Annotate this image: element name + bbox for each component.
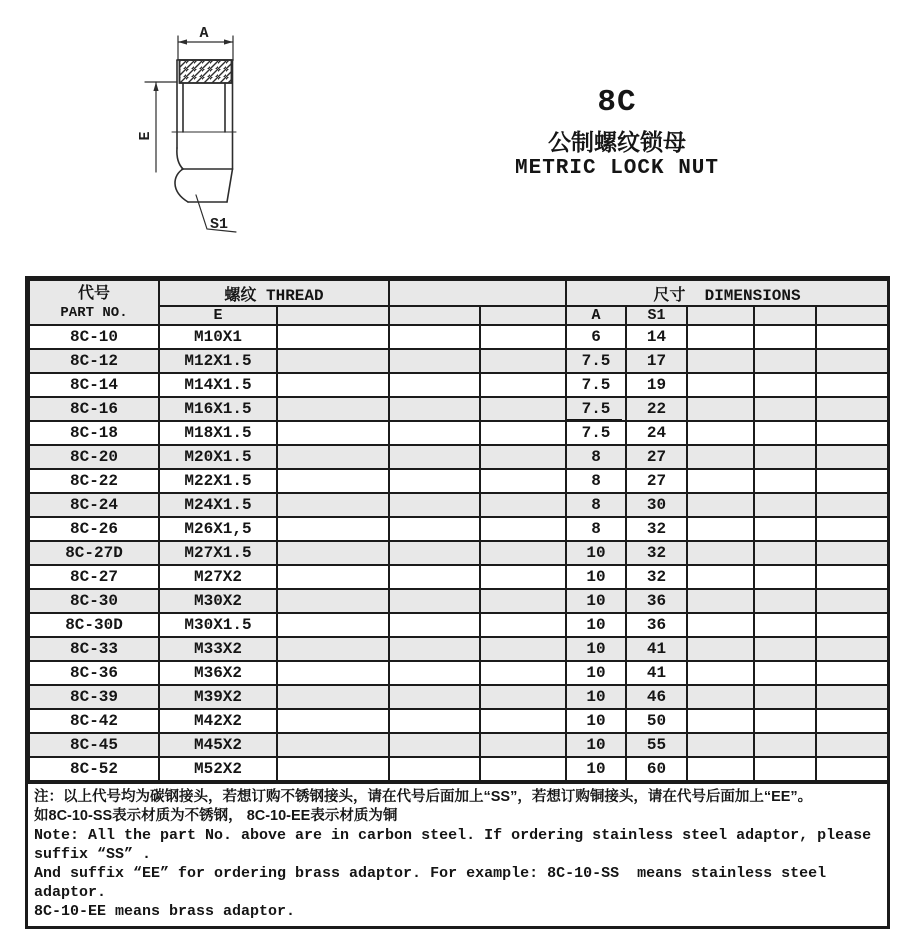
empty-cell <box>389 469 480 493</box>
empty-cell <box>480 325 566 349</box>
empty-cell <box>816 397 888 421</box>
table-row <box>29 445 888 469</box>
product-title-cn: 公制螺纹锁母 <box>548 129 686 155</box>
col-subheader-blank <box>754 306 816 325</box>
underlined-value: 7.5 <box>581 400 611 418</box>
col-header-thread: 螺纹 THREAD <box>159 280 389 306</box>
part-no-cell: 8C-12 <box>29 349 159 373</box>
empty-cell <box>687 733 754 757</box>
table-row <box>29 493 888 517</box>
empty-cell <box>389 685 480 709</box>
part-no-cell: 8C-42 <box>29 709 159 733</box>
empty-cell <box>277 541 389 565</box>
lower-left-outline <box>175 169 188 202</box>
product-title-en: METRIC LOCK NUT <box>514 157 720 180</box>
empty-cell <box>277 733 389 757</box>
empty-cell <box>277 325 389 349</box>
table-row <box>29 637 888 661</box>
dim-s1-cell: 36 <box>626 613 687 637</box>
empty-cell <box>277 445 389 469</box>
col-subheader-s1: S1 <box>626 306 687 325</box>
empty-cell <box>816 733 888 757</box>
note-line-cn-2: 如8C-10-SS表示材质为不锈钢， 8C-10-EE表示材质为铜 <box>34 808 398 824</box>
empty-cell <box>277 757 389 781</box>
table-row <box>29 661 888 685</box>
table-body <box>29 325 888 781</box>
note-line-en-1: Note: All the part No. above are in carbon steel. If ordering stainless steel adaptor, please suffix “SS” . <box>34 827 881 863</box>
dimension-label-s1: S1 <box>210 216 229 233</box>
thread-e-cell: M52X2 <box>159 757 277 781</box>
empty-cell <box>754 637 816 661</box>
empty-cell <box>389 709 480 733</box>
dim-a-cell: 7.5 <box>566 349 626 373</box>
table-row <box>29 421 888 445</box>
empty-cell <box>389 421 480 445</box>
dim-s1-cell: 50 <box>626 709 687 733</box>
thread-e-cell: M36X2 <box>159 661 277 685</box>
empty-cell <box>687 637 754 661</box>
empty-cell <box>754 565 816 589</box>
dim-s1-cell: 14 <box>626 325 687 349</box>
table-row <box>29 613 888 637</box>
empty-cell <box>754 373 816 397</box>
table-row <box>29 469 888 493</box>
empty-cell <box>389 445 480 469</box>
col-subheader-blank <box>389 306 480 325</box>
part-no-cell: 8C-27 <box>29 565 159 589</box>
part-no-cell: 8C-24 <box>29 493 159 517</box>
thread-hatch-band <box>180 60 232 83</box>
empty-cell <box>754 517 816 541</box>
empty-cell <box>389 349 480 373</box>
empty-cell <box>754 685 816 709</box>
empty-cell <box>687 469 754 493</box>
note-box <box>28 782 887 926</box>
part-no-cell: 8C-27D <box>29 541 159 565</box>
thread-e-cell: M39X2 <box>159 685 277 709</box>
thread-e-cell: M42X2 <box>159 709 277 733</box>
empty-cell <box>480 685 566 709</box>
table-row <box>29 349 888 373</box>
empty-cell <box>277 589 389 613</box>
empty-cell <box>754 493 816 517</box>
empty-cell <box>277 493 389 517</box>
empty-cell <box>687 325 754 349</box>
dim-a-cell: 7.5 <box>566 421 626 445</box>
empty-cell <box>480 613 566 637</box>
empty-cell <box>480 493 566 517</box>
table-row <box>29 325 888 349</box>
dim-s1-cell: 27 <box>626 445 687 469</box>
col-header-part-no-cn: 代号 <box>77 284 110 302</box>
dimension-label-a: A <box>199 25 209 42</box>
thread-e-cell: M24X1.5 <box>159 493 277 517</box>
dim-s1-cell: 32 <box>626 541 687 565</box>
part-no-cell: 8C-33 <box>29 637 159 661</box>
empty-cell <box>816 349 888 373</box>
dim-s1-cell: 17 <box>626 349 687 373</box>
table-row <box>29 565 888 589</box>
empty-cell <box>389 493 480 517</box>
empty-cell <box>816 325 888 349</box>
table-row <box>29 685 888 709</box>
empty-cell <box>389 733 480 757</box>
empty-cell <box>754 541 816 565</box>
dimension-label-e: E <box>137 131 154 141</box>
col-subheader-a: A <box>566 306 626 325</box>
col-subheader-blank <box>277 306 389 325</box>
empty-cell <box>480 349 566 373</box>
thread-e-cell: M27X2 <box>159 565 277 589</box>
bore-walls <box>183 83 225 132</box>
dim-s1-cell: 32 <box>626 565 687 589</box>
note-line-en-2: And suffix “EE” for ordering brass adaptor. For example: 8C-10-SS means stainless steel adaptor. <box>34 865 836 901</box>
col-subheader-blank <box>480 306 566 325</box>
empty-cell <box>687 517 754 541</box>
empty-cell <box>754 661 816 685</box>
empty-cell <box>816 661 888 685</box>
empty-cell <box>277 637 389 661</box>
empty-cell <box>816 445 888 469</box>
empty-cell <box>687 709 754 733</box>
part-no-cell: 8C-10 <box>29 325 159 349</box>
empty-cell <box>816 541 888 565</box>
empty-cell <box>754 589 816 613</box>
dim-a-cell: 10 <box>566 637 626 661</box>
empty-cell <box>816 637 888 661</box>
table-row <box>29 541 888 565</box>
empty-cell <box>687 613 754 637</box>
left-chamfer <box>177 148 183 169</box>
empty-cell <box>754 733 816 757</box>
empty-cell <box>816 565 888 589</box>
col-header-part-no <box>29 280 159 325</box>
empty-cell <box>816 493 888 517</box>
part-no-cell: 8C-16 <box>29 397 159 421</box>
empty-cell <box>389 397 480 421</box>
table-row <box>29 757 888 781</box>
thread-e-cell: M30X2 <box>159 589 277 613</box>
dim-a-cell: 8 <box>566 469 626 493</box>
empty-cell <box>754 757 816 781</box>
thread-e-cell: M18X1.5 <box>159 421 277 445</box>
thread-e-cell: M30X1.5 <box>159 613 277 637</box>
empty-cell <box>480 709 566 733</box>
dim-a-cell: 8 <box>566 445 626 469</box>
empty-cell <box>389 517 480 541</box>
col-subheader-blank <box>687 306 754 325</box>
empty-cell <box>277 373 389 397</box>
empty-cell <box>277 565 389 589</box>
empty-cell <box>480 757 566 781</box>
part-no-cell: 8C-45 <box>29 733 159 757</box>
thread-e-cell: M33X2 <box>159 637 277 661</box>
empty-cell <box>277 397 389 421</box>
thread-e-cell: M10X1 <box>159 325 277 349</box>
col-subheader-blank <box>816 306 888 325</box>
empty-cell <box>480 445 566 469</box>
empty-cell <box>687 565 754 589</box>
empty-cell <box>687 541 754 565</box>
empty-cell <box>754 397 816 421</box>
empty-cell <box>687 349 754 373</box>
empty-cell <box>277 469 389 493</box>
empty-cell <box>816 613 888 637</box>
dim-e-arrowhead <box>153 82 158 91</box>
dim-a-cell: 10 <box>566 541 626 565</box>
part-no-cell: 8C-36 <box>29 661 159 685</box>
dim-s1-cell: 46 <box>626 685 687 709</box>
dim-s1-cell: 36 <box>626 589 687 613</box>
dim-s1-cell: 30 <box>626 493 687 517</box>
empty-cell <box>389 541 480 565</box>
dim-a-cell: 10 <box>566 757 626 781</box>
col-subheader-e: E <box>159 306 277 325</box>
empty-cell <box>389 757 480 781</box>
title-block <box>450 86 784 181</box>
empty-cell <box>687 421 754 445</box>
lower-right-edge <box>227 169 233 202</box>
empty-cell <box>754 421 816 445</box>
thread-e-cell: M14X1.5 <box>159 373 277 397</box>
table-row <box>29 397 888 421</box>
part-no-cell: 8C-14 <box>29 373 159 397</box>
empty-cell <box>277 685 389 709</box>
note-line-cn-1: 注：以上代号均为碳钢接头，若想订购不锈钢接头，请在代号后面加上“SS”，若想订购铜接头，请在代号后面加上“EE”。 <box>34 789 813 805</box>
thread-e-cell: M26X1,5 <box>159 517 277 541</box>
thread-e-cell: M16X1.5 <box>159 397 277 421</box>
empty-cell <box>389 637 480 661</box>
dim-s1-cell: 24 <box>626 421 687 445</box>
dim-a-cell: 10 <box>566 733 626 757</box>
series-code: 8C <box>597 85 637 120</box>
empty-cell <box>480 469 566 493</box>
dim-a-cell: 10 <box>566 565 626 589</box>
empty-cell <box>277 661 389 685</box>
dim-a-cell: 10 <box>566 685 626 709</box>
part-no-cell: 8C-30D <box>29 613 159 637</box>
table-row <box>29 733 888 757</box>
empty-cell <box>687 493 754 517</box>
thread-e-cell: M12X1.5 <box>159 349 277 373</box>
col-header-blank <box>389 280 566 306</box>
part-no-cell: 8C-52 <box>29 757 159 781</box>
dim-a-cell: 8 <box>566 493 626 517</box>
empty-cell <box>687 445 754 469</box>
empty-cell <box>480 421 566 445</box>
empty-cell <box>480 565 566 589</box>
table-row <box>29 373 888 397</box>
thread-e-cell: M20X1.5 <box>159 445 277 469</box>
empty-cell <box>754 613 816 637</box>
spec-table <box>28 279 889 782</box>
empty-cell <box>389 565 480 589</box>
empty-cell <box>816 589 888 613</box>
table-row <box>29 589 888 613</box>
part-no-cell: 8C-30 <box>29 589 159 613</box>
empty-cell <box>816 757 888 781</box>
dim-a-cell: 10 <box>566 661 626 685</box>
dim-s1-cell: 41 <box>626 661 687 685</box>
empty-cell <box>687 661 754 685</box>
empty-cell <box>277 709 389 733</box>
spec-sheet <box>25 276 890 929</box>
part-no-cell: 8C-18 <box>29 421 159 445</box>
empty-cell <box>754 349 816 373</box>
dim-s1-cell: 55 <box>626 733 687 757</box>
empty-cell <box>389 589 480 613</box>
dim-a-cell: 6 <box>566 325 626 349</box>
dim-s1-cell: 32 <box>626 517 687 541</box>
part-no-cell: 8C-22 <box>29 469 159 493</box>
table-row <box>29 709 888 733</box>
thread-e-cell: M22X1.5 <box>159 469 277 493</box>
empty-cell <box>687 397 754 421</box>
empty-cell <box>389 661 480 685</box>
empty-cell <box>480 637 566 661</box>
empty-cell <box>816 421 888 445</box>
empty-cell <box>277 613 389 637</box>
dim-s1-cell: 60 <box>626 757 687 781</box>
empty-cell <box>816 685 888 709</box>
empty-cell <box>277 517 389 541</box>
note-line-en-3: 8C-10-EE means brass adaptor. <box>34 903 296 920</box>
empty-cell <box>816 517 888 541</box>
empty-cell <box>816 469 888 493</box>
empty-cell <box>687 757 754 781</box>
part-no-cell: 8C-20 <box>29 445 159 469</box>
lock-nut-drawing <box>130 5 260 250</box>
empty-cell <box>480 661 566 685</box>
empty-cell <box>480 517 566 541</box>
col-header-part-no-en: PART NO. <box>60 304 128 321</box>
table-header <box>29 280 888 325</box>
dim-s1-cell: 22 <box>626 397 687 421</box>
empty-cell <box>480 397 566 421</box>
empty-cell <box>754 445 816 469</box>
empty-cell <box>389 373 480 397</box>
empty-cell <box>687 373 754 397</box>
dim-a-cell: 10 <box>566 709 626 733</box>
dim-a-cell: 10 <box>566 613 626 637</box>
dim-a-cell: 7.5 <box>566 373 626 397</box>
empty-cell <box>389 613 480 637</box>
empty-cell <box>754 469 816 493</box>
part-no-cell: 8C-39 <box>29 685 159 709</box>
empty-cell <box>480 733 566 757</box>
empty-cell <box>480 373 566 397</box>
empty-cell <box>816 709 888 733</box>
thread-e-cell: M27X1.5 <box>159 541 277 565</box>
empty-cell <box>687 685 754 709</box>
empty-cell <box>754 325 816 349</box>
dim-s1-cell: 27 <box>626 469 687 493</box>
empty-cell <box>480 589 566 613</box>
empty-cell <box>277 421 389 445</box>
dim-a-cell: 8 <box>566 517 626 541</box>
thread-e-cell: M45X2 <box>159 733 277 757</box>
empty-cell <box>816 373 888 397</box>
empty-cell <box>480 541 566 565</box>
dim-s1-cell: 19 <box>626 373 687 397</box>
empty-cell <box>389 325 480 349</box>
dim-s1-cell: 41 <box>626 637 687 661</box>
dim-a-cell: 10 <box>566 589 626 613</box>
empty-cell <box>687 589 754 613</box>
part-no-cell: 8C-26 <box>29 517 159 541</box>
table-row <box>29 517 888 541</box>
col-header-dimensions: 尺寸 DIMENSIONS <box>566 280 888 306</box>
empty-cell <box>754 709 816 733</box>
dim-a-cell <box>566 397 626 421</box>
empty-cell <box>277 349 389 373</box>
